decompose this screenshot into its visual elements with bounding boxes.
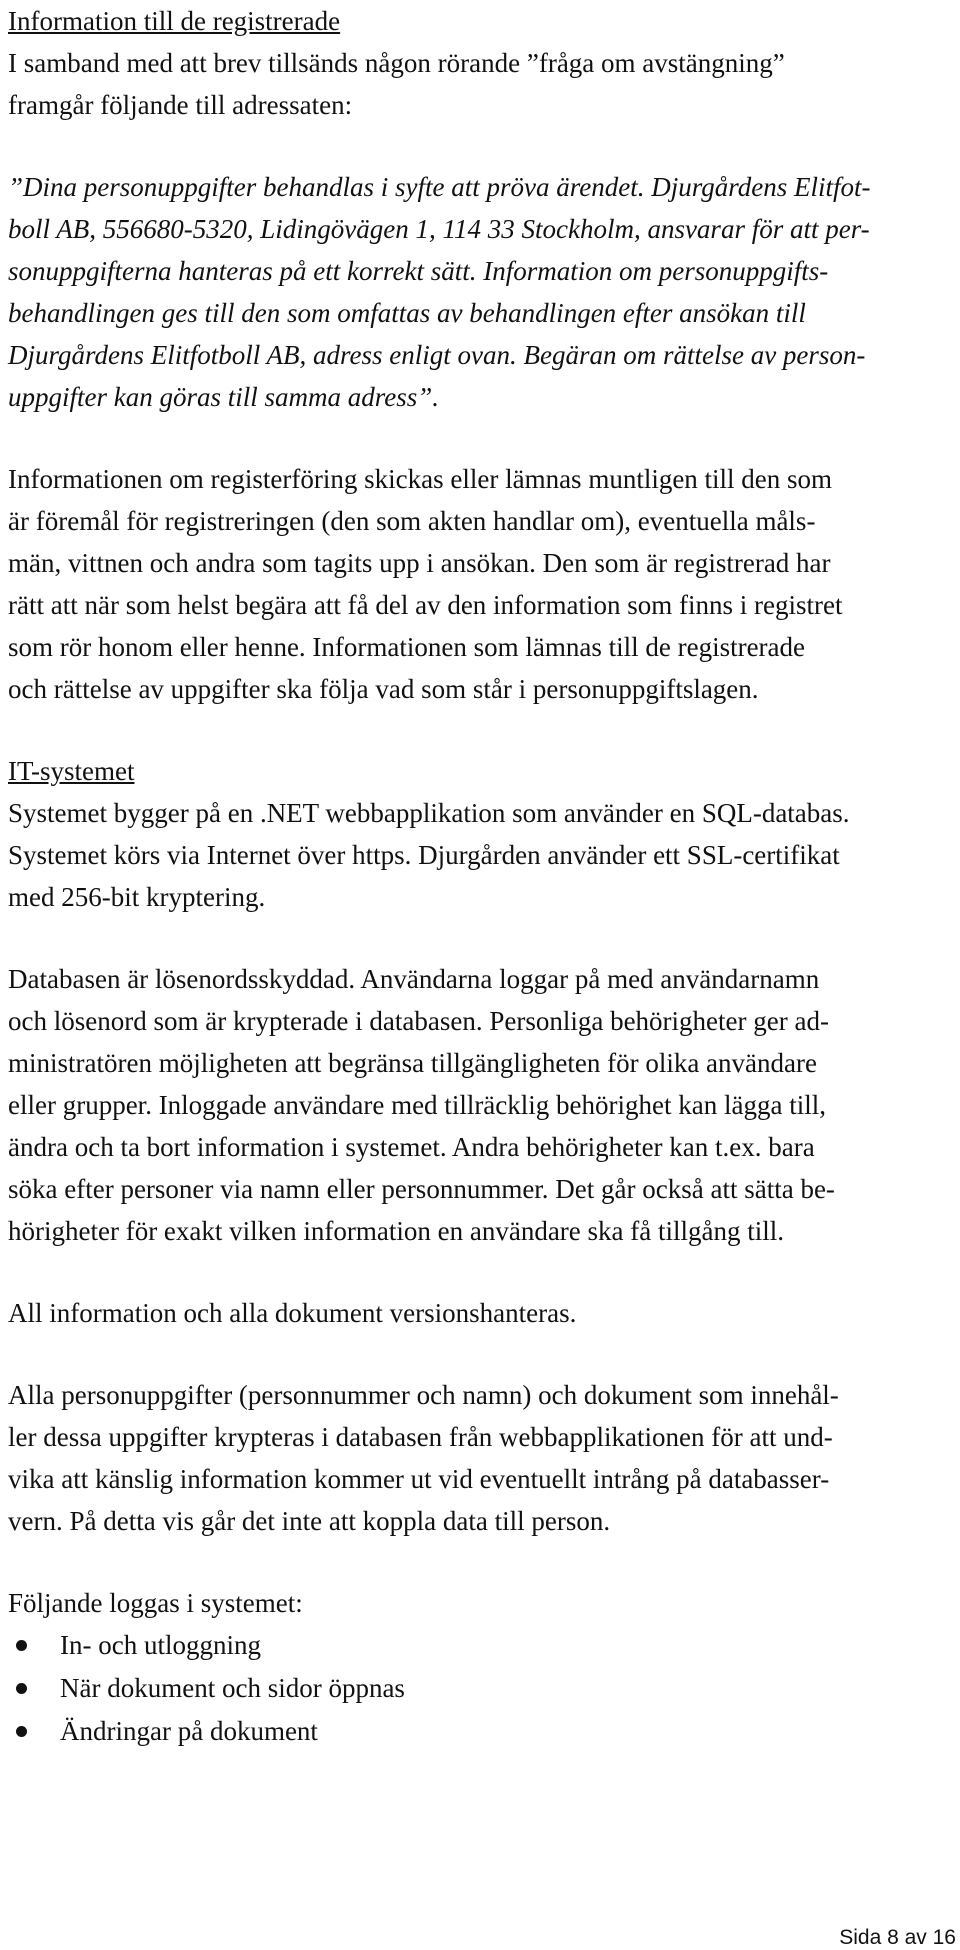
database-paragraph xyxy=(8,958,948,1252)
paragraph-line: och rättelse av uppgifter ska följa vad som står i personuppgiftslagen. xyxy=(8,674,759,704)
paragraph-line: med 256-bit kryptering. xyxy=(8,882,266,912)
list-item-label: Ändringar på dokument xyxy=(60,1716,318,1746)
system-paragraph xyxy=(8,792,948,918)
quote-line: Djurgårdens Elitfotboll AB, adress enligt ovan. Begäran om rättelse av person- xyxy=(8,340,866,370)
paragraph-line: som rör honom eller henne. Informationen som lämnas till de registrerade xyxy=(8,632,806,662)
versioning-paragraph xyxy=(8,1292,948,1334)
paragraph-line: söka efter personer via namn eller personnummer. Det går också att sätta be- xyxy=(8,1174,835,1204)
bullet-icon xyxy=(16,1640,27,1651)
paragraph-gap xyxy=(8,710,948,750)
paragraph-line: ministratören möjligheten att begränsa tillgängligheten för olika användare xyxy=(8,1048,817,1078)
paragraph-gap xyxy=(8,1252,948,1292)
paragraph-line: vika att känslig information kommer ut vid eventuellt intrång på databasser- xyxy=(8,1464,830,1494)
quote-line: ”Dina personuppgifter behandlas i syfte att pröva ärendet. Djurgårdens Elitfot- xyxy=(8,172,871,202)
bullet-icon xyxy=(16,1683,27,1694)
paragraph-line: Systemet körs via Internet över https. Djurgården använder ett SSL-certifikat xyxy=(8,840,840,870)
paragraph-line: hörigheter för exakt vilken information en användare ska få tillgång till. xyxy=(8,1216,784,1246)
paragraph-line: Systemet bygger på en .NET webbapplikation som använder en SQL-databas. xyxy=(8,798,850,828)
quoted-notice xyxy=(8,166,948,418)
list-item xyxy=(8,1624,948,1667)
section-heading-it-system: IT-systemet xyxy=(8,756,135,786)
paragraph-line: och lösenord som är krypterade i databasen. Personliga behörigheter ger ad- xyxy=(8,1006,829,1036)
paragraph-line: Informationen om registerföring skickas eller lämnas muntligen till den som xyxy=(8,464,833,494)
intro-line: framgår följande till adressaten: xyxy=(8,90,353,120)
document-page xyxy=(8,0,948,1753)
section-heading-information: Information till de registrerade xyxy=(8,6,341,36)
page-number: Sida 8 av 16 xyxy=(839,1926,956,1949)
paragraph-gap xyxy=(8,918,948,958)
paragraph-line: Databasen är lösenordsskyddad. Användarna loggar på med användarnamn xyxy=(8,964,820,994)
paragraph-line: rätt att när som helst begära att få del av den information som finns i registret xyxy=(8,590,843,620)
list-item xyxy=(8,1710,948,1753)
log-intro: Följande loggas i systemet: xyxy=(8,1588,303,1618)
quote-line: boll AB, 556680-5320, Lidingövägen 1, 114 33 Stockholm, ansvarar för att per- xyxy=(8,214,870,244)
list-item-label: När dokument och sidor öppnas xyxy=(60,1673,405,1703)
quote-line: behandlingen ges till den som omfattas av behandlingen efter ansökan till xyxy=(8,298,806,328)
paragraph-gap xyxy=(8,418,948,458)
paragraph-line: All information och alla dokument versionshanteras. xyxy=(8,1298,577,1328)
list-item xyxy=(8,1667,948,1710)
log-list xyxy=(8,1624,948,1753)
paragraph-gap xyxy=(8,1334,948,1374)
paragraph-line: Alla personuppgifter (personnummer och namn) och dokument som innehål- xyxy=(8,1380,839,1410)
paragraph-gap xyxy=(8,126,948,166)
paragraph-gap xyxy=(8,1542,948,1582)
paragraph-line: ler dessa uppgifter krypteras i databasen från webbapplikationen för att und- xyxy=(8,1422,833,1452)
paragraph-line: vern. På detta vis går det inte att koppla data till person. xyxy=(8,1506,611,1536)
quote-line: uppgifter kan göras till samma adress”. xyxy=(8,382,440,412)
bullet-icon xyxy=(16,1726,27,1737)
paragraph-line: män, vittnen och andra som tagits upp i ansökan. Den som är registrerad har xyxy=(8,548,831,578)
paragraph-line: ändra och ta bort information i systemet. Andra behörigheter kan t.ex. bara xyxy=(8,1132,815,1162)
intro-line: I samband med att brev tillsänds någon rörande ”fråga om avstängning” xyxy=(8,48,785,78)
quote-line: sonuppgifterna hanteras på ett korrekt sätt. Information om personuppgifts- xyxy=(8,256,829,286)
paragraph-line: är föremål för registreringen (den som akten handlar om), eventuella måls- xyxy=(8,506,816,536)
encryption-paragraph xyxy=(8,1374,948,1542)
registration-paragraph xyxy=(8,458,948,710)
paragraph-line: eller grupper. Inloggade användare med tillräcklig behörighet kan lägga till, xyxy=(8,1090,826,1120)
list-item-label: In- och utloggning xyxy=(60,1630,261,1660)
